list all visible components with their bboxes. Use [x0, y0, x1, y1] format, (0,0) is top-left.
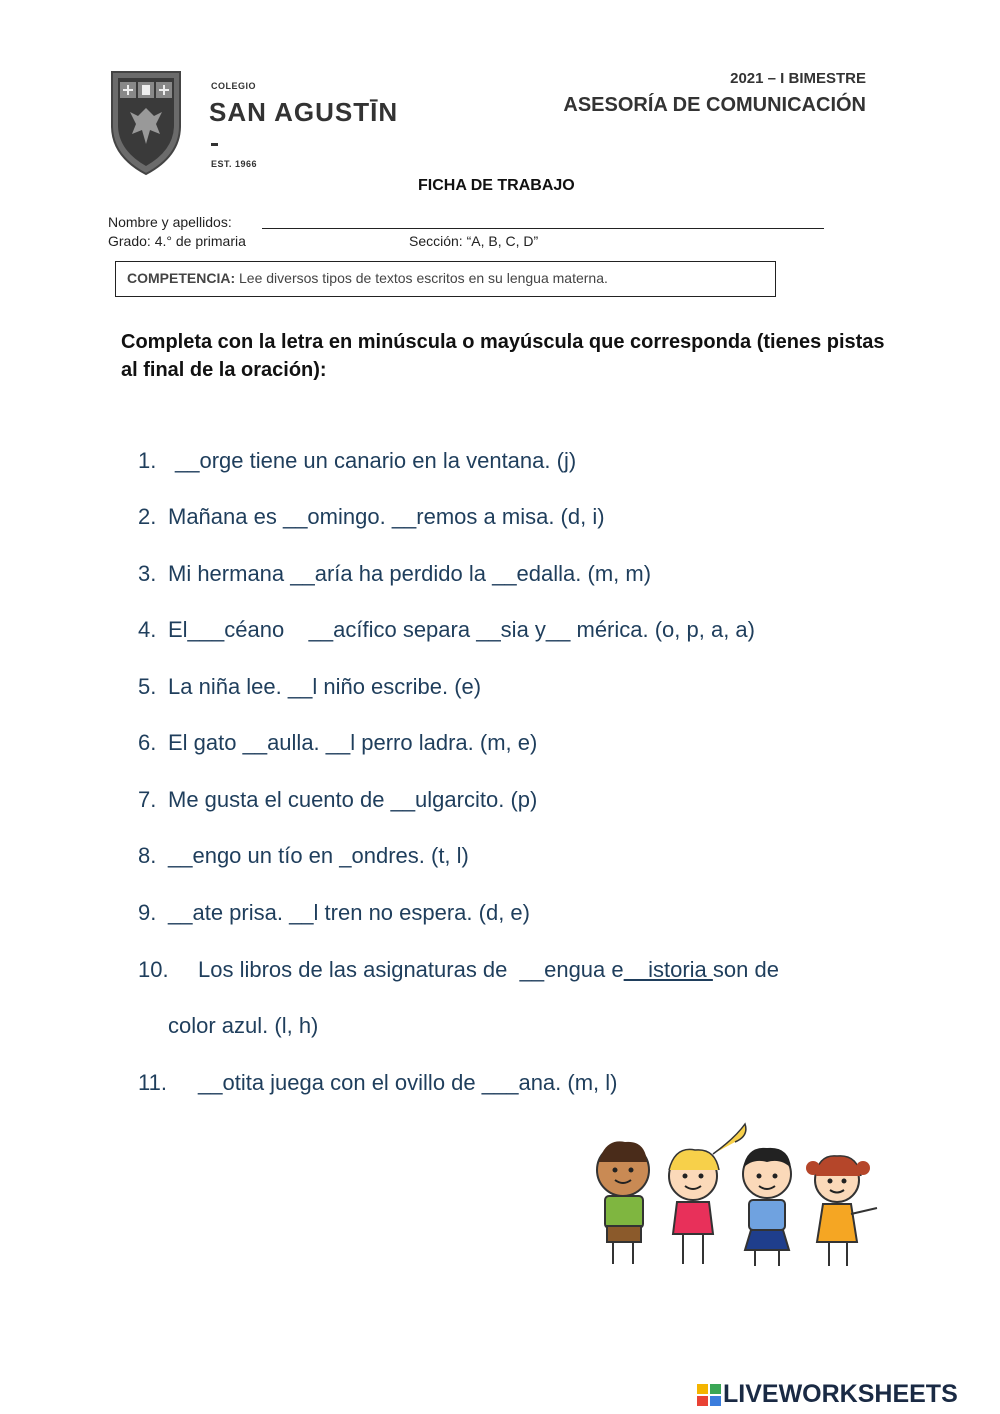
school-prefix: COLEGIO — [211, 81, 257, 91]
grade-label: Grado: 4.° de primaria — [108, 233, 246, 249]
exercise-number: 4. — [138, 617, 157, 642]
exercise-text: El gato __aulla. __l perro ladra. (m, e) — [168, 730, 538, 755]
exercise-text: Me gusta el cuento de __ulgarcito. (p) — [168, 787, 538, 812]
exercise-text: __ate prisa. __l tren no espera. (d, e) — [168, 900, 530, 925]
exercise-number: 2. — [138, 504, 157, 529]
competency-box — [115, 261, 776, 297]
child-figure-1 — [597, 1141, 649, 1264]
school-name: SAN AGUSTĪN — [209, 97, 399, 127]
liveworksheets-logo-text: LIVEWORKSHEETS — [723, 1380, 958, 1408]
school-crest-logo — [108, 68, 184, 176]
competency-text — [127, 270, 608, 286]
child-figure-2 — [669, 1124, 746, 1264]
exercise-text: El___céano __acífico separa __sia y__ mérica. (o, p, a, a) — [168, 617, 755, 642]
exercise-number: 3. — [138, 561, 157, 586]
exercise-text-part: son de — [712, 957, 779, 982]
exercise-text-part: Los libros de las asignaturas de __engua e — [198, 957, 624, 982]
competency-label: COMPETENCIA: — [127, 270, 236, 286]
exercise-number: 5. — [138, 674, 157, 699]
exercise-text: color azul. (l, h) — [168, 1013, 319, 1038]
child-figure-3 — [743, 1148, 791, 1266]
school-established: EST. 1966 — [211, 159, 258, 169]
name-input-line[interactable] — [262, 228, 824, 229]
exercise-text: Mañana es __omingo. __remos a misa. (d, i) — [168, 504, 605, 529]
exercise-text: __orge tiene un canario en la ventana. (j) — [175, 448, 577, 473]
sheet-title: FICHA DE TRABAJO — [418, 177, 575, 194]
child-figure-4 — [806, 1156, 877, 1266]
exercise-number: 10. — [138, 957, 169, 982]
exercise-underlined-part: istoria — [623, 957, 713, 982]
school-divider — [211, 143, 218, 146]
exercise-text: La niña lee. __l niño escribe. (e) — [168, 674, 482, 699]
exercise-number: 9. — [138, 900, 157, 925]
children-illustration — [585, 1118, 885, 1283]
liveworksheets-logo-icon — [697, 1384, 721, 1406]
header-period: 2021 – I BIMESTRE — [730, 70, 866, 87]
competency-description: Lee diversos tipos de textos escritos en su lengua materna. — [239, 270, 608, 286]
exercise-number: 11. — [138, 1070, 167, 1095]
exercise-text — [198, 957, 779, 983]
name-label: Nombre y apellidos: — [108, 214, 232, 230]
exercise-number: 7. — [138, 787, 157, 812]
exercise-text: __engo un tío en _ondres. (t, l) — [168, 843, 469, 868]
instructions: Completa con la letra en minúscula o mayúscula que corresponda (tienes pistas al final de la oración): — [121, 331, 885, 381]
exercise-number: 6. — [138, 730, 157, 755]
header-subject: ASESORÍA DE COMUNICACIÓN — [563, 94, 866, 116]
exercise-text: Mi hermana __aría ha perdido la __edalla. (m, m) — [168, 561, 652, 586]
exercise-number: 1. — [138, 448, 157, 473]
section-label: Sección: “A, B, C, D” — [409, 233, 539, 249]
exercise-number: 8. — [138, 843, 157, 868]
exercise-text: __otita juega con el ovillo de ___ana. (m, l) — [198, 1070, 618, 1095]
